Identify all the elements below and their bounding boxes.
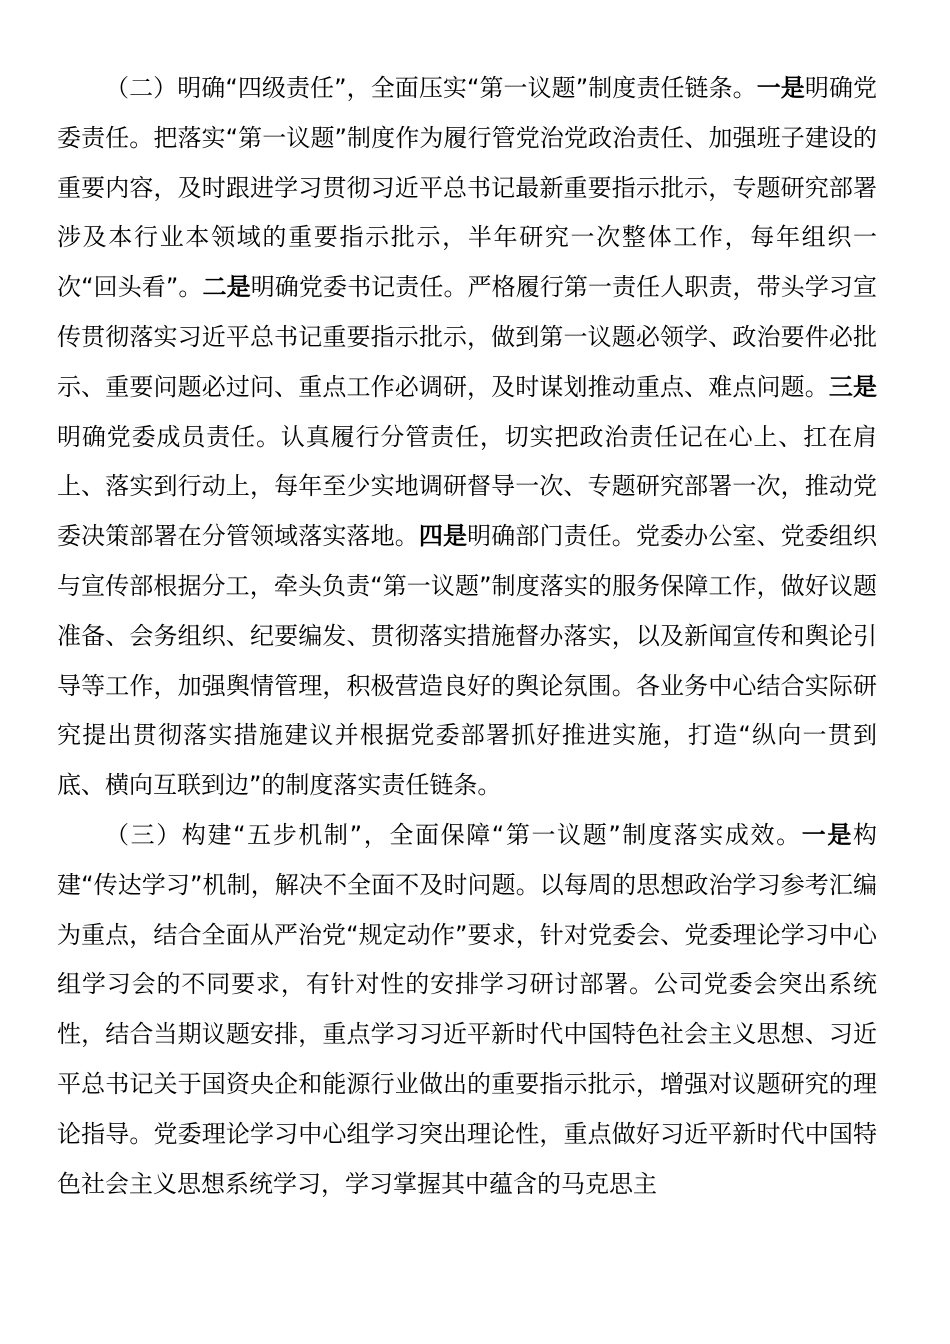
para3-text-1: 构建“传达学习”机制，解决不全面不及时问题。以每周的思想政治学习参考汇编为重点，结合全面从严治党“规定动作”要求，针对党委会、党委理论学习中心组学习会的不同要求，有针对性的安排学习研讨部署。公司党委会突出系统性，结合当期议题安排，重点学习习近平新时代中国特色社会主义思想、习近平总书记关于国资央企和能源行业做出的重要指示批示，增强对议题研究的理论指导。党委理论学习中心组学习突出理论性，重点做好习近平新时代中国特色社会主义思想系统学习，学习掌握其中蕴含的马克思主: [57, 820, 878, 1198]
para2-heading: （二）明确“四级责任”，全面压实“第一议题”制度责任链条。: [105, 74, 757, 102]
para3-heading: （三）构建“五步机制”，全面保障“第一议题”制度落实成效。: [105, 820, 802, 849]
para2-marker-2: 二是: [202, 273, 251, 302]
para2-marker-3: 三是: [828, 372, 878, 401]
paragraph-three: [57, 811, 877, 1209]
para2-marker-1: 一是: [756, 74, 805, 102]
para2-text-2: 明确党委书记责任。严格履行第一责任人职责，带头学习宣传贯彻落实习近平总书记重要指示批示，做到第一议题必领学、政治要件必批示、重要问题必过问、重点工作必调研，及时谋划推动重点、难点问题。: [57, 273, 877, 401]
paragraph-two: [57, 64, 877, 811]
para2-text-1: 明确党委责任。把落实“第一议题”制度作为履行管党治党政治责任、加强班子建设的重要内容，及时跟进学习贯彻习近平总书记最新重要指示批示，专题研究部署涉及本行业本领域的重要指示批示，半年研究一次整体工作，每年组织一次“回头看”。: [57, 74, 878, 302]
document-body: [57, 64, 877, 1209]
para3-marker-1: 一是: [801, 820, 854, 849]
para2-text-4: 明确部门责任。党委办公室、党委组织与宣传部根据分工，牵头负责“第一议题”制度落实的服务保障工作，做好议题准备、会务组织、纪要编发、贯彻落实措施督办落实，以及新闻宣传和舆论引导等工作，加强舆情管理，积极营造良好的舆论氛围。各业务中心结合实际研究提出贯彻落实措施建议并根据党委部署抓好推进实施，打造“纵向一贯到底、横向互联到边”的制度落实责任链条。: [57, 522, 878, 800]
para2-text-3: 明确党委成员责任。认真履行分管责任，切实把政治责任记在心上、扛在肩上、落实到行动上，每年至少实地调研督导一次、专题研究部署一次，推动党委决策部署在分管领域落实落地。: [57, 422, 877, 551]
para2-marker-4: 四是: [418, 522, 468, 551]
